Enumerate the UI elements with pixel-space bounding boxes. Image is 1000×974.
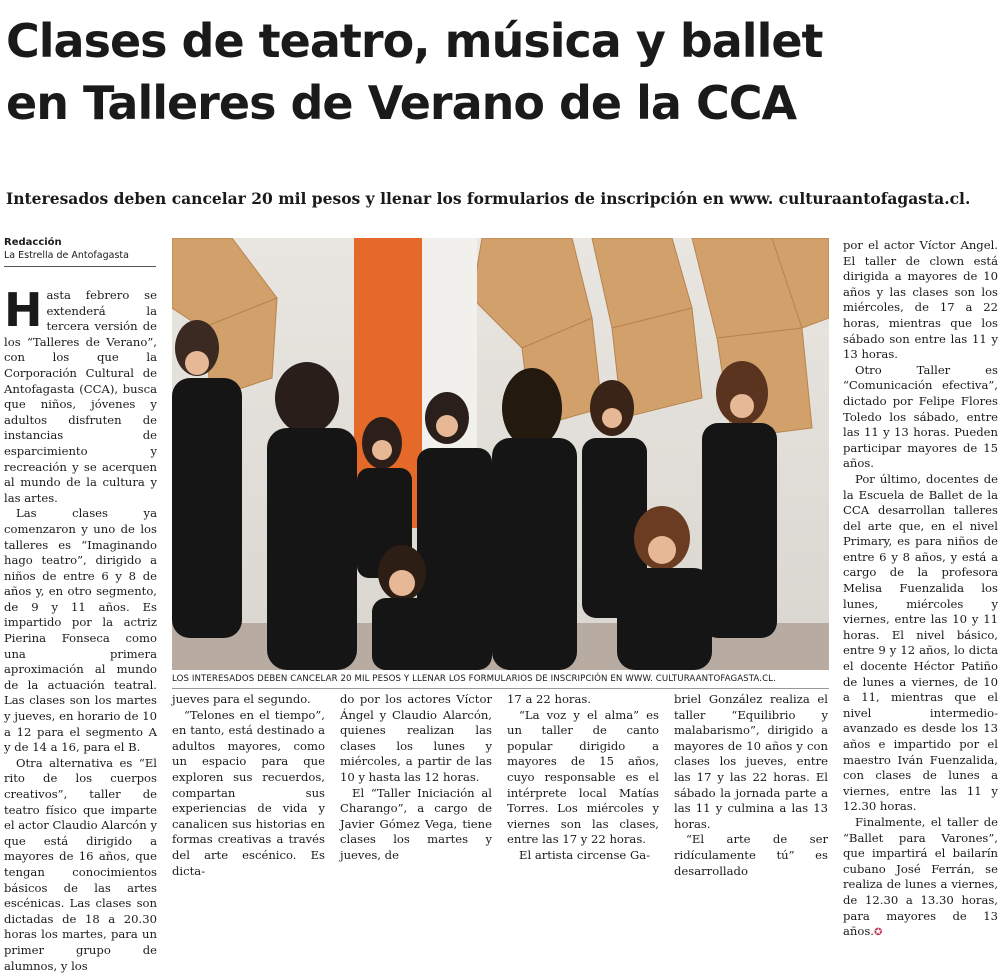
article-paragraph: “El arte de ser ridículamente tú” es desarrollado <box>674 832 828 878</box>
article-paragraph: Otra alternativa es “El rito de los cuerpos creativos”, taller de teatro físico que imparte el actor Claudio Alarcón y que está dirigido a mayores de 16 años, que tengan conocimientos básicos de las artes escénicas. Las clases son dictadas de 18 a 20.30 horas los martes, para un primer grupo de alumnos, y los <box>4 755 157 973</box>
article-paragraph: Por último, docentes de la Escuela de Ballet de la CCA desarrollan talleres del arte que, en el nivel Primary, es para niños de entre 6 y 8 años, y está a cargo de la profesora Melisa Fuenzalida los lunes, miércoles y viernes, entre las 10 y 11 horas. El nivel básico, entre 9 y 12 años, lo dicta el docente Héctor Patiño de lunes a viernes, de 10 a 11, mientras que el nivel intermedio-avanzado es desde los 13 años e impartido por el maestro Iván Fuenzalida, con clases de lunes a viernes, entre las 11 y 12.30 horas. <box>843 471 998 814</box>
article-paragraph: El artista circense Ga- <box>519 847 651 862</box>
byline-outlet: La Estrella de Antofagasta <box>4 250 129 261</box>
headline <box>6 10 996 134</box>
article-column-1 <box>4 283 157 974</box>
photo-caption: LOS INTERESADOS DEBEN CANCELAR 20 MIL PESOS Y LLENAR LOS FORMULARIOS DE INSCRIPCIÓN EN WWW. CULTURAANTOFAGASTA.CL. <box>172 674 776 684</box>
article-paragraph: do por los actores Víctor Ángel y Claudio Alarcón, quienes realizan las clases los lunes y miércoles, a partir de las 10 y hasta las 12 horas. <box>340 692 492 784</box>
end-of-article-icon: ✪ <box>874 927 883 939</box>
article-paragraph: Otro Taller es “Comunicación efectiva”, dictado por Felipe Flores Toledo los sábado, entre las 11 y 13 horas. Pueden participar mayores de 15 años. <box>843 362 998 471</box>
article-column-6 <box>843 238 998 941</box>
article-paragraph: Finalmente, el taller de “Ballet para Varones”, que impartirá el bailarín cubano José Ferrán, se realiza de lunes a viernes, de 12.30 a 13.30 horas, para mayores de 13 años.✪ <box>843 814 998 939</box>
headline-line-2: en Talleres de Verano de la CCA <box>6 76 797 130</box>
headline-line-1: Clases de teatro, música y ballet <box>6 14 823 68</box>
article-paragraph: Hasta febrero se extenderá la tercera versión de los “Talleres de Verano”, con los que la Corporación Cultural de Antofagasta (CCA), busca que niños, jóvenes y adultos disfruten de instancias de esparcimiento y recreación y se acerquen al mundo de la cultura y las artes. <box>4 283 157 505</box>
article-paragraph: “Telones en el tiempo”, en tanto, está destinado a adultos mayores, como un espacio para que exploren sus recuerdos, compartan sus experiencias de vida y canalicen sus historias en formas creativas a través del arte escénico. Es dicta- <box>172 707 325 878</box>
article-column-3 <box>340 692 492 864</box>
article-paragraph: El “Taller Iniciación al Charango”, a cargo de Javier Gómez Vega, tiene clases los martes y jueves, de <box>340 785 492 862</box>
article-paragraph: jueves para el segundo. <box>172 692 311 706</box>
caption-divider <box>172 688 829 689</box>
article-paragraph: por el actor Víctor Angel. El taller de clown está dirigida a mayores de 10 años y las clases son los miércoles, de 17 a 22 horas, mientras que los sábado son entre las 11 y 13 horas. <box>843 238 998 362</box>
drop-cap: H <box>4 283 43 337</box>
article-column-4 <box>507 692 659 864</box>
dance-class-photo <box>172 238 829 670</box>
article-paragraph: briel González realiza el taller “Equilibrio y malabarismo”, dirigido a mayores de 10 años y con clases los jueves, entre las 17 y las 22 horas. El sábado la jornada parte a las 11 y culmina a las 13 horas. <box>674 692 828 831</box>
article-column-5 <box>674 692 828 879</box>
article-photo <box>172 238 829 670</box>
article-paragraph: 17 a 22 horas. <box>507 692 592 706</box>
article-column-2 <box>172 692 325 879</box>
byline <box>4 236 156 267</box>
article-paragraph: “La voz y el alma” es un taller de canto popular dirigido a mayores de 15 años, cuyo responsable es el intérprete local Matías Torres. Los miércoles y viernes son las clases, entre las 17 y 22 horas. <box>507 707 659 847</box>
deck-subheadline: Interesados deben cancelar 20 mil pesos y llenar los formularios de inscripción en www. culturaantofagasta.cl. <box>6 189 971 208</box>
article-paragraph: Las clases ya comenzaron y uno de los talleres es “Imaginando hago teatro”, dirigido a niños de entre 6 y 8 de años y, en otro segmento, de 9 y 11 años. Es impartido por la actriz Pierina Fonseca como una primera aproximación al mundo de la actuación teatral. Las clases son los martes y jueves, en horario de 10 a 12 para el segmento A y de 14 a 16, para el B. <box>4 506 157 755</box>
byline-author: Redacción <box>4 237 62 248</box>
